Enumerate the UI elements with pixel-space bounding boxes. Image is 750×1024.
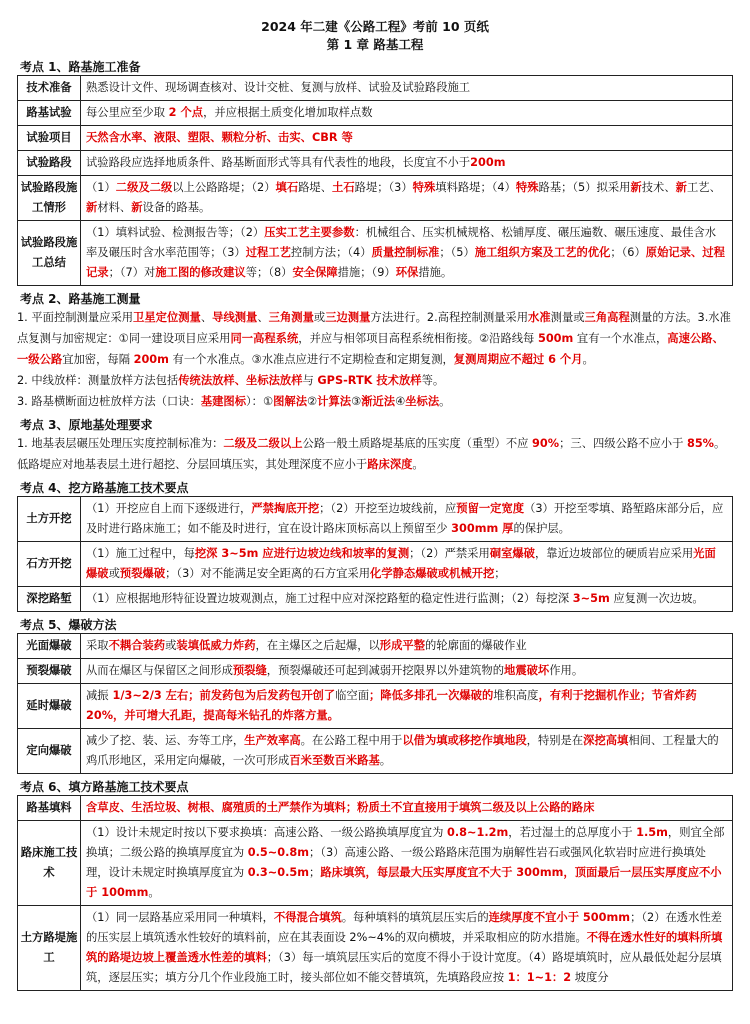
section-heading-k2: 考点 2、路基施工测量 bbox=[20, 292, 141, 306]
highlight-text: 环保 bbox=[395, 266, 419, 279]
table-row bbox=[18, 821, 733, 906]
highlight-text: 1：1~1：2 bbox=[507, 971, 572, 984]
row-content bbox=[81, 684, 733, 729]
highlight-text: 质量控制标准 bbox=[371, 246, 440, 259]
highlight-text: 不耦合装药 bbox=[108, 639, 166, 652]
highlight-text: 生产效率高 bbox=[244, 734, 301, 747]
body-text: 。 bbox=[582, 353, 594, 366]
table-row bbox=[18, 796, 733, 821]
highlight-text: 新 bbox=[630, 181, 642, 194]
table-row bbox=[18, 101, 733, 126]
body-text: 减振 bbox=[86, 689, 109, 702]
body-text: 材料、 bbox=[97, 201, 132, 214]
table-row bbox=[18, 659, 733, 684]
row-content bbox=[81, 587, 733, 612]
highlight-text: 挖深 3~5m 应进行边坡边线和坡率的复测 bbox=[194, 547, 410, 560]
row-label: 技术准备 bbox=[18, 76, 81, 101]
highlight-text: 三角高程 bbox=[584, 311, 630, 324]
row-content bbox=[81, 126, 733, 151]
body-text: 粉质土不宜直接用于填筑二级及以上公路的路床 bbox=[357, 801, 595, 814]
row-content bbox=[81, 634, 733, 659]
highlight-text: 化学静态爆破或机械开挖 bbox=[370, 567, 495, 580]
table-row bbox=[18, 126, 733, 151]
row-label: 延时爆破 bbox=[18, 684, 81, 729]
body-text: ，在主爆区之后起爆，以 bbox=[255, 639, 380, 652]
body-text: 宜有一个水准点， bbox=[573, 332, 668, 345]
highlight-text: 卫星定位测量 bbox=[133, 311, 201, 324]
highlight-text: 90% bbox=[532, 437, 560, 450]
highlight-text: ； bbox=[345, 801, 358, 814]
row-label: 土方路堤施工 bbox=[18, 906, 81, 991]
row-label: 光面爆破 bbox=[18, 634, 81, 659]
body-text: 从而在爆区与保留区之间形成 bbox=[86, 664, 233, 677]
body-text: 技术、 bbox=[641, 181, 676, 194]
highlight-text: 预裂爆破 bbox=[119, 567, 166, 580]
highlight-text: 光面爆破 bbox=[86, 547, 716, 580]
table-row bbox=[18, 729, 733, 774]
highlight-text: 不得在透水性好的填料所填筑的路堤边坡上覆盖透水性差的填料 bbox=[86, 931, 723, 964]
body-text: 路堤、 bbox=[298, 181, 333, 194]
body-text: 试验路段应选择地质条件、路基断面形式等具有代表性的地段，长度宜不小于 bbox=[86, 156, 471, 169]
row-content bbox=[81, 821, 733, 906]
table-row bbox=[18, 906, 733, 991]
body-text: ；（2）在透水性差的压实层上填筑透水性较好的填料前，应在其表面设 2%~4%的双向横坡，并采取相应的防水措施。 bbox=[86, 911, 722, 944]
highlight-text: 渐近法 bbox=[361, 395, 396, 408]
highlight-text: 三边测量 bbox=[325, 311, 371, 324]
highlight-text: 以借为填或移挖作填地段 bbox=[402, 734, 527, 747]
body-text: 。 bbox=[412, 458, 424, 471]
body-text: ；（2）严禁采用 bbox=[409, 547, 490, 560]
body-text: 等。 bbox=[421, 374, 445, 387]
row-content bbox=[81, 796, 733, 821]
body-text: ；（7）对 bbox=[108, 266, 156, 279]
k3-paragraph-1 bbox=[17, 433, 733, 475]
highlight-text: 图解法 bbox=[273, 395, 308, 408]
body-text: ；（3）高速公路、一级公路路床范围为崩解性岩石或强风化软岩时应进行换填处理，设计未规定时换填厚度宜为 bbox=[86, 846, 706, 879]
highlight-text: ，有利于挖掘机作业；节省炸药 20%，并可增大孔距，提高每米钻孔的炸落方量。 bbox=[86, 689, 697, 722]
body-text: ；（5） bbox=[439, 246, 475, 259]
body-text: （1）设计未规定时按以下要求换填：高速公路、一级公路换填厚度宜为 bbox=[86, 826, 447, 839]
table-row bbox=[18, 587, 733, 612]
body-text: 应复测一次边坡。 bbox=[609, 592, 704, 605]
row-content bbox=[81, 151, 733, 176]
body-text: 或 bbox=[108, 567, 120, 580]
body-text: （3）开挖至零填、路堑路床部分后，应及时进行路床施工；如不能及时进行，宜在设计路床顶标高以上预留至少 bbox=[86, 502, 724, 535]
highlight-text: 0.3~0.5m bbox=[247, 866, 310, 879]
highlight-text: 坐标法 bbox=[405, 395, 440, 408]
highlight-text: 特殊 bbox=[515, 181, 539, 194]
k1-table bbox=[17, 75, 733, 286]
highlight-text: 预裂缝 bbox=[232, 664, 267, 677]
body-text: 作用。 bbox=[549, 664, 584, 677]
row-label: 定向爆破 bbox=[18, 729, 81, 774]
body-text: （1）同一层路基应采用同一种填料， bbox=[86, 911, 274, 924]
chapter-title: 第 1 章 路基工程 bbox=[326, 37, 424, 52]
k2-paragraph-1 bbox=[17, 307, 733, 370]
body-text: 、 bbox=[257, 311, 269, 324]
body-text: 天然含水率、液限、塑限、颗粒分析、击实、CBR 等 bbox=[86, 131, 353, 144]
highlight-text: 特殊 bbox=[412, 181, 436, 194]
row-label: 路床施工技术 bbox=[18, 821, 81, 906]
body-text: ，若过湿土的总厚度小于 bbox=[508, 826, 637, 839]
highlight-text: 原始记录、过程记录 bbox=[86, 246, 725, 279]
body-text: ：机械组合、压实机械规格、松铺厚度、碾压遍数、碾压速度、最佳含水率及碾压时含水率范围等；（3） bbox=[86, 226, 717, 259]
body-text: 临空面 bbox=[335, 689, 369, 702]
section-heading-k5: 考点 5、爆破方法 bbox=[20, 618, 117, 632]
highlight-text: 土石 bbox=[332, 181, 355, 194]
table-row bbox=[18, 497, 733, 542]
body-text: ；（3）对不能满足安全距离的石方宜采用 bbox=[165, 567, 371, 580]
row-content bbox=[81, 659, 733, 684]
body-text: 。 bbox=[379, 754, 392, 767]
highlight-text: 高速公路、一级公路 bbox=[17, 332, 724, 366]
highlight-text: 地震破坏 bbox=[504, 664, 550, 677]
body-text: ；（3）每一填筑层压实后的宽度不得小于设计宽度。（4）路堤填筑时，应从最低处起分层填筑，逐层压实；填方分几个作业段施工时，接头部位如不能交替填筑，先填路段应按 bbox=[86, 951, 722, 984]
body-text: 的轮廓面的爆破作业 bbox=[425, 639, 527, 652]
highlight-text: 严禁掏底开挖 bbox=[251, 502, 320, 515]
table-row bbox=[18, 176, 733, 221]
body-text: 减少了挖、装、运、夯等工序， bbox=[86, 734, 245, 747]
highlight-text: 同一高程系统 bbox=[230, 332, 299, 345]
body-text: 。 bbox=[439, 395, 451, 408]
row-content bbox=[81, 906, 733, 991]
body-text: （1）施工过程中，每 bbox=[86, 547, 195, 560]
row-label: 试验项目 bbox=[18, 126, 81, 151]
highlight-text: 二级及二级以上 bbox=[223, 437, 303, 450]
highlight-text: 3~5m bbox=[572, 592, 610, 605]
k3-body bbox=[17, 433, 733, 475]
body-text: 控制方法；（4） bbox=[290, 246, 372, 259]
highlight-text: 填石 bbox=[275, 181, 299, 194]
row-content bbox=[81, 76, 733, 101]
body-text: 路堤；（3） bbox=[354, 181, 413, 194]
body-text: （1）应根据地形特征设置边坡观测点，施工过程中应对深挖路堑的稳定性进行监测；（2）每挖深 bbox=[86, 592, 573, 605]
table-row bbox=[18, 634, 733, 659]
highlight-text: 装填低威力炸药 bbox=[176, 639, 256, 652]
body-text: 有一个水准点。③水准点应进行不定期检查和定期复测， bbox=[168, 353, 454, 366]
highlight-text: 导线测量 bbox=[212, 311, 258, 324]
row-label: 土方开挖 bbox=[18, 497, 81, 542]
highlight-text: 1/3~2/3 左右；前发药包为后发药包开创了 bbox=[108, 689, 336, 702]
k4-table bbox=[17, 496, 733, 612]
body-text: 每公里应至少取 bbox=[86, 106, 169, 119]
body-text: 或 bbox=[313, 311, 326, 324]
body-text: 设备的路基。 bbox=[142, 201, 211, 214]
table-row bbox=[18, 76, 733, 101]
body-text: ，靠近边坡部位的硬质岩应采用 bbox=[534, 547, 694, 560]
highlight-text: 三角测量 bbox=[268, 311, 314, 324]
highlight-text: ；降低多排孔一次爆破的 bbox=[369, 689, 494, 702]
body-text: 公路一般土质路堤基底的压实度（重型）不应 bbox=[302, 437, 533, 450]
body-text: 措施。 bbox=[418, 266, 453, 279]
body-text: 1. 地基表层碾压处理压实度控制标准为： bbox=[17, 437, 224, 450]
body-text: （1）开挖应自上而下逐级进行， bbox=[86, 502, 252, 515]
row-content bbox=[81, 101, 733, 126]
body-text: （1） bbox=[86, 181, 116, 194]
body-text: 宜加密，每隔 bbox=[62, 353, 134, 366]
body-text: 工艺、 bbox=[686, 181, 721, 194]
body-text: 路基；（5）拟采用 bbox=[538, 181, 631, 194]
row-content bbox=[81, 176, 733, 221]
body-text: ④ bbox=[395, 395, 406, 408]
highlight-text: 二级及二级 bbox=[115, 181, 173, 194]
table-row bbox=[18, 684, 733, 729]
body-text: （1）填料试验、检测报告等；（2） bbox=[86, 226, 265, 239]
highlight-text: 连续厚度不宜小于 500mm bbox=[488, 911, 631, 924]
document-title: 2024 年二建《公路工程》考前 10 页纸 bbox=[261, 19, 489, 34]
k2-paragraph-2 bbox=[17, 370, 733, 391]
highlight-text: 水准 bbox=[528, 311, 551, 324]
k2-paragraph-3 bbox=[17, 391, 733, 412]
body-text: ；（6） bbox=[610, 246, 646, 259]
highlight-text: 施工图的修改建议 bbox=[155, 266, 246, 279]
row-label: 试验路段 bbox=[18, 151, 81, 176]
body-text: 含草皮、生活垃圾、树根、腐殖质的土严禁作为填料 bbox=[86, 801, 346, 814]
body-text: 。在公路工程中用于 bbox=[300, 734, 403, 747]
body-text: 坡度分 bbox=[571, 971, 609, 984]
row-label: 路基试验 bbox=[18, 101, 81, 126]
row-content bbox=[81, 729, 733, 774]
highlight-text: 1.5m bbox=[636, 826, 668, 839]
body-text: 熟悉设计文件、现场调查核对、设计交桩、复测与放样、试验及试验路段施工 bbox=[86, 81, 471, 94]
highlight-text: 硐室爆破 bbox=[489, 547, 535, 560]
row-content bbox=[81, 497, 733, 542]
body-text: 2. 中线放样：测量放样方法包括 bbox=[17, 374, 179, 387]
highlight-text: 85% bbox=[686, 437, 714, 450]
highlight-text: 不得混合填筑 bbox=[273, 911, 342, 924]
highlight-text: 路床深度 bbox=[367, 458, 413, 471]
body-text: ③ bbox=[351, 395, 362, 408]
highlight-text: 新 bbox=[675, 181, 687, 194]
row-content bbox=[81, 221, 733, 286]
body-text: ，并应根据土质变化增加取样点数 bbox=[203, 106, 373, 119]
body-text: ，特别是在 bbox=[526, 734, 584, 747]
row-content bbox=[81, 542, 733, 587]
section-heading-k6: 考点 6、填方路基施工技术要点 bbox=[20, 780, 189, 794]
highlight-text: 深挖高填 bbox=[583, 734, 629, 747]
highlight-text: 200m bbox=[133, 353, 169, 366]
row-label: 预裂爆破 bbox=[18, 659, 81, 684]
highlight-text: 过程工艺 bbox=[245, 246, 291, 259]
section-heading-k3: 考点 3、原地基处理要求 bbox=[20, 418, 153, 432]
highlight-text: 传统法放样、坐标法放样 bbox=[178, 374, 303, 387]
highlight-text: 路床填筑，每层最大压实厚度宜不大于 300mm，顶面最后一层压实厚度应不小于 100mm bbox=[86, 866, 722, 899]
highlight-text: 新 bbox=[131, 201, 143, 214]
highlight-text: 压实工艺主要参数 bbox=[264, 226, 355, 239]
k5-table bbox=[17, 633, 733, 774]
body-text: 堆积高度 bbox=[493, 689, 539, 702]
highlight-text: 新 bbox=[86, 201, 98, 214]
k2-body bbox=[17, 307, 733, 412]
highlight-text: 计算法 bbox=[317, 395, 352, 408]
body-text: 与 bbox=[302, 374, 318, 387]
highlight-text: GPS-RTK 技术放样 bbox=[317, 374, 422, 387]
row-label: 深挖路堑 bbox=[18, 587, 81, 612]
highlight-text: 百米至数百米路基 bbox=[289, 754, 380, 767]
body-text: ，并应与相邻项目高程系统相衔接。②沿路线每 bbox=[298, 332, 538, 345]
highlight-text: 300mm 厚 bbox=[451, 522, 514, 535]
body-text: 。低路堤应对地基表层土进行超挖、分层回填压实，其处理深度不应小于 bbox=[17, 437, 726, 471]
row-label: 路基填料 bbox=[18, 796, 81, 821]
highlight-text: 0.5~0.8m bbox=[247, 846, 310, 859]
table-row bbox=[18, 151, 733, 176]
body-text: 3. 路基横断面边桩放样方法（口诀： bbox=[17, 395, 201, 408]
row-label: 石方开挖 bbox=[18, 542, 81, 587]
highlight-text: 0.8~1.2m bbox=[447, 826, 509, 839]
body-text: 以上公路路堤；（2） bbox=[172, 181, 276, 194]
section-heading-k1: 考点 1、路基施工准备 bbox=[20, 60, 141, 74]
highlight-text: 预留一定宽度 bbox=[456, 502, 525, 515]
body-text: 填料路堤；（4） bbox=[435, 181, 516, 194]
highlight-text: 2 个点 bbox=[168, 106, 204, 119]
highlight-text: 500m bbox=[537, 332, 574, 345]
body-text: 或 bbox=[165, 639, 177, 652]
body-text: ； bbox=[494, 567, 506, 580]
body-text: 方法进行。2.高程控制测量采用 bbox=[370, 311, 529, 324]
table-row bbox=[18, 221, 733, 286]
table-row bbox=[18, 542, 733, 587]
highlight-text: 安全保障 bbox=[292, 266, 338, 279]
body-text: 。 bbox=[148, 886, 160, 899]
section-heading-k4: 考点 4、挖方路基施工技术要点 bbox=[20, 481, 189, 495]
body-text: 的保护层。 bbox=[513, 522, 570, 535]
body-text: ；三、四级公路不应小于 bbox=[559, 437, 687, 450]
body-text: 措施；（9） bbox=[337, 266, 396, 279]
body-text: ； bbox=[309, 866, 321, 879]
k6-table bbox=[17, 795, 733, 991]
body-text: 相间、工程量大的鸡爪形地区，采用定向爆破，一次可形成 bbox=[86, 734, 719, 767]
highlight-text: 形成平整 bbox=[379, 639, 425, 652]
body-text: 。每种填料的填筑层压实后的 bbox=[341, 911, 489, 924]
highlight-text: 施工组织方案及工艺的优化 bbox=[474, 246, 611, 259]
body-text: ）：① bbox=[246, 395, 274, 408]
body-text: ② bbox=[307, 395, 318, 408]
body-text: 1. 平面控制测量应采用 bbox=[17, 311, 134, 324]
body-text: 等；（8） bbox=[245, 266, 293, 279]
body-text: ；（2）开挖至边坡线前，应 bbox=[319, 502, 457, 515]
row-label: 试验路段施工总结 bbox=[18, 221, 81, 286]
body-text: 采取 bbox=[86, 639, 109, 652]
row-label: 试验路段施工情形 bbox=[18, 176, 81, 221]
body-text: ，预裂爆破还可起到减弱开挖限界以外建筑物的 bbox=[266, 664, 505, 677]
body-text: ，则宜全部换填；二级公路的换填厚度宜为 bbox=[86, 826, 725, 859]
highlight-text: 复测周期应不超过 6 个月 bbox=[453, 353, 583, 366]
highlight-text: 200m bbox=[470, 156, 506, 169]
body-text: 、 bbox=[200, 311, 213, 324]
highlight-text: 基建图标 bbox=[200, 395, 247, 408]
body-text: 测量或 bbox=[550, 311, 585, 324]
body-text: 测量的方法。3.水准点复测与加密规定：①同一建设项目应采用 bbox=[17, 311, 731, 345]
